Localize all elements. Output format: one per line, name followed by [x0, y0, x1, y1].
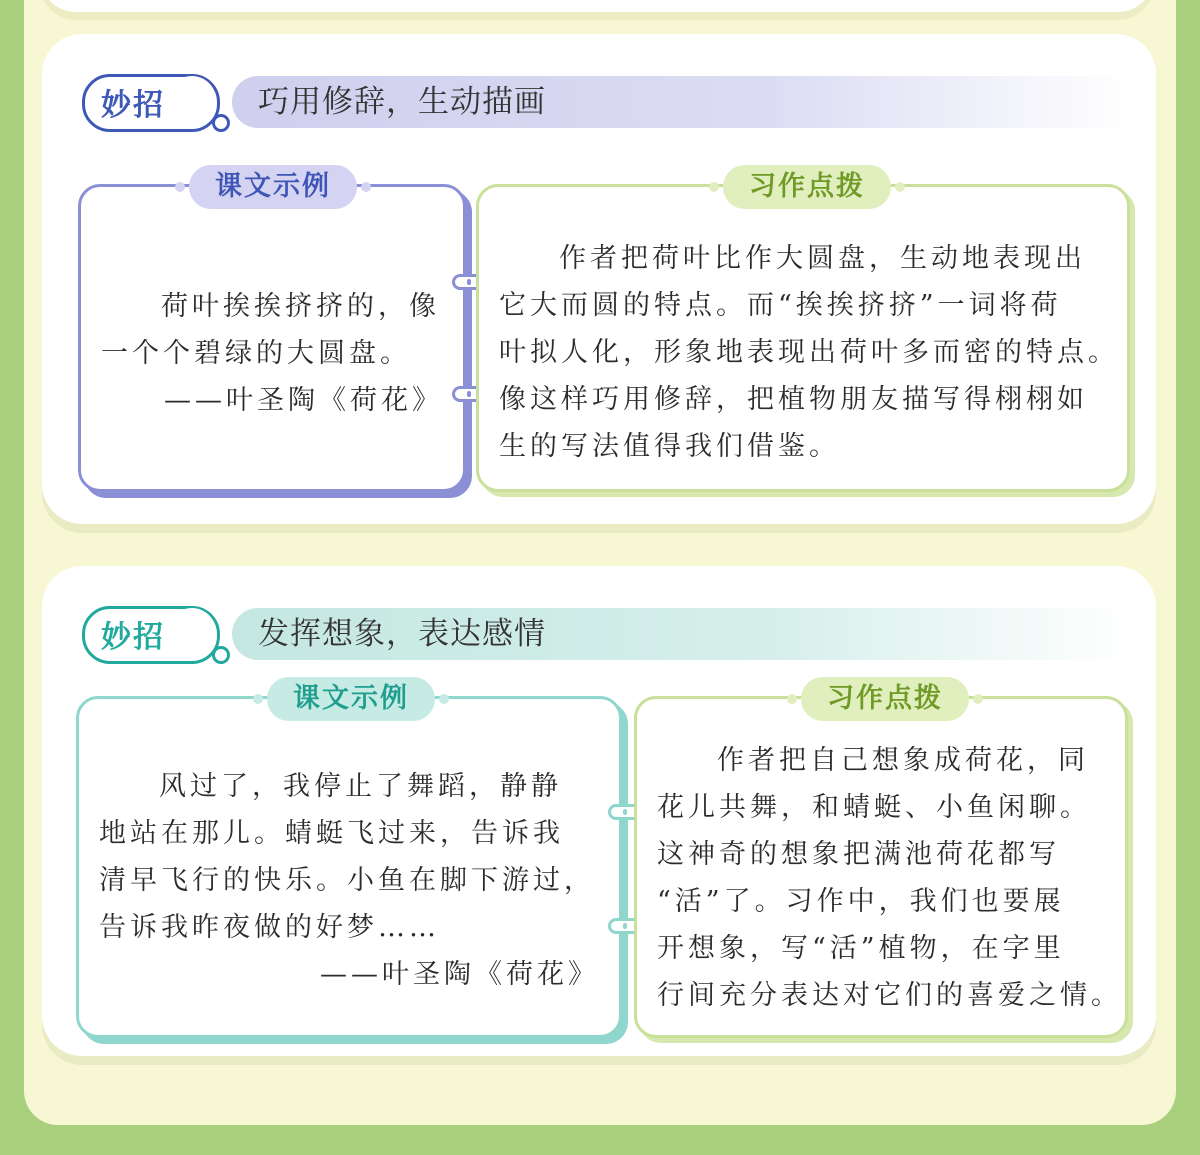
tip-line: 它大而圆的特点。而“挨挨挤挤”一词将荷	[499, 290, 1062, 321]
writing-tip-label: 习作点拨	[723, 165, 891, 209]
tip-line: 花儿共舞，和蜻蜓、小鱼闲聊。	[657, 792, 1091, 823]
example-label: 课文示例	[189, 165, 357, 209]
tip-line: 这神奇的想象把满池荷花都写	[657, 839, 1060, 870]
writing-tip-box	[634, 683, 1128, 1038]
tip-badge-number: 二	[168, 76, 216, 124]
tip-badge-text: 妙招	[101, 620, 165, 655]
example-source: ——叶圣陶《荷花》	[320, 959, 599, 990]
tip-section-three	[42, 566, 1156, 1056]
example-text	[101, 283, 443, 424]
previous-section-card	[40, 0, 1154, 12]
tip-line: 生的写法值得我们借鉴。	[499, 431, 840, 462]
section-title: 发挥想象，表达感情	[258, 616, 546, 652]
example-box	[78, 171, 466, 492]
tip-section-two	[42, 34, 1156, 524]
tip-line: 开想象，写“活”植物，在字里	[657, 933, 1065, 964]
tip-badge	[80, 70, 260, 132]
example-line: 清早飞行的快乐。小鱼在脚下游过，	[99, 865, 595, 896]
writing-tip-text	[657, 737, 1122, 1019]
tip-line: 行间充分表达对它们的喜爱之情。	[657, 980, 1122, 1011]
writing-tip-box	[476, 171, 1130, 492]
section-title-bar	[232, 76, 1132, 128]
tip-line: “活”了。习作中，我们也要展	[657, 886, 1065, 917]
example-label: 课文示例	[267, 677, 435, 721]
example-line: 告诉我昨夜做的好梦……	[99, 912, 440, 943]
writing-tip-text	[499, 235, 1119, 470]
writing-tip-label: 习作点拨	[801, 677, 969, 721]
tip-badge-text: 妙招	[101, 88, 165, 123]
tip-line: 像这样巧用修辞，把植物朋友描写得栩栩如	[499, 384, 1088, 415]
example-line: 荷叶挨挨挤挤的，像	[161, 291, 440, 322]
example-box	[76, 683, 622, 1038]
tip-badge-dot	[212, 114, 230, 132]
example-text	[99, 763, 599, 998]
example-line: 地站在那儿。蜻蜓飞过来，告诉我	[99, 818, 564, 849]
tip-badge-dot	[212, 646, 230, 664]
section-title-bar	[232, 608, 1132, 660]
tip-line: 作者把荷叶比作大圆盘，生动地表现出	[559, 243, 1086, 274]
tip-badge-number: 三	[168, 608, 216, 656]
example-line: 风过了，我停止了舞蹈，静静	[159, 771, 562, 802]
example-source: ——叶圣陶《荷花》	[164, 385, 443, 416]
example-line: 一个个碧绿的大圆盘。	[101, 338, 411, 369]
tip-line: 叶拟人化，形象地表现出荷叶多而密的特点。	[499, 337, 1119, 368]
section-title: 巧用修辞，生动描画	[258, 84, 546, 120]
tip-line: 作者把自己想象成荷花，同	[717, 745, 1089, 776]
tip-badge	[80, 602, 260, 664]
